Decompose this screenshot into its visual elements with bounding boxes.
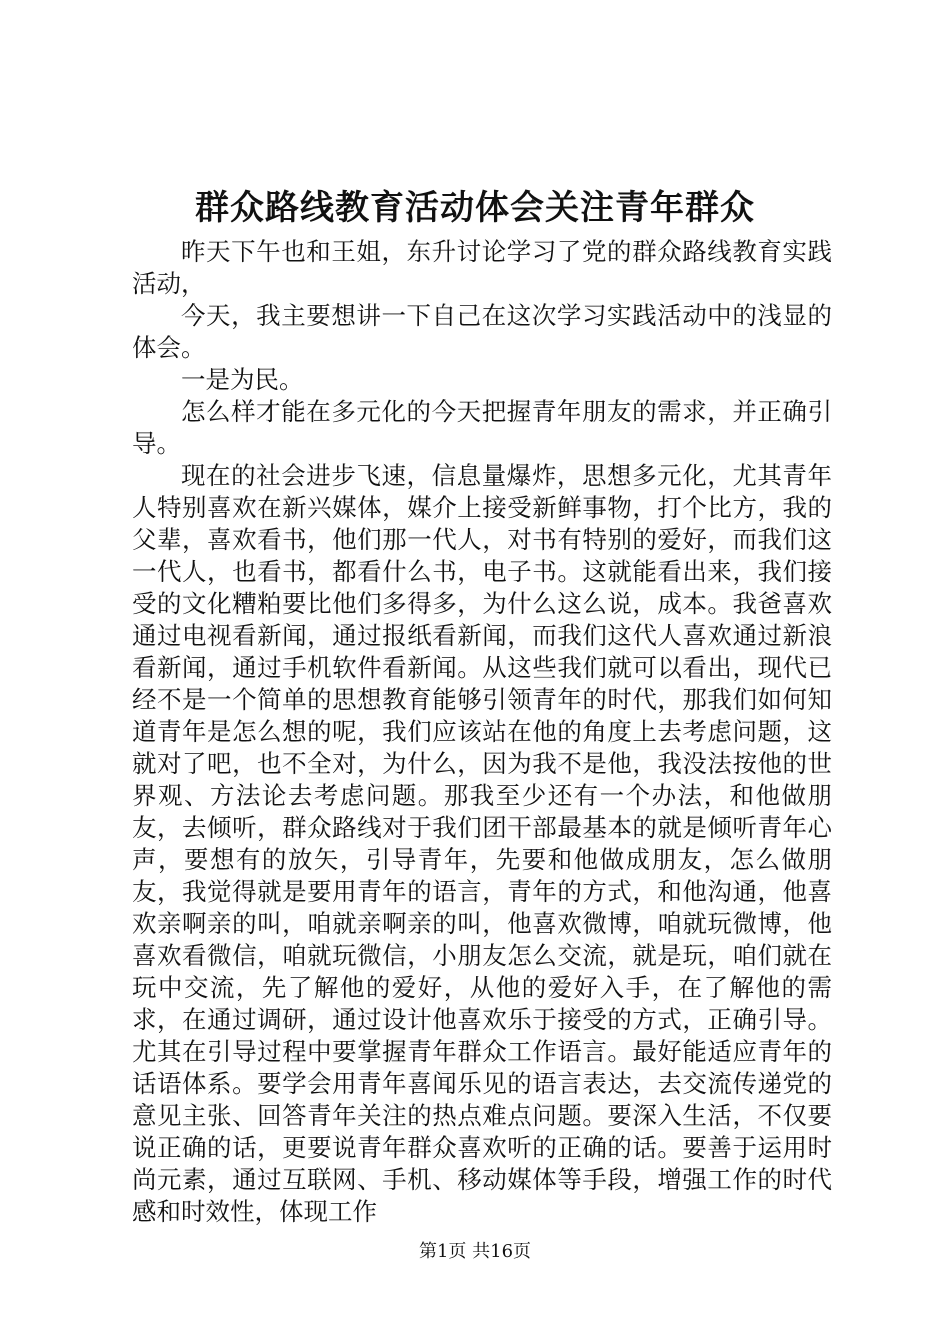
- page-number-footer: 第1页 共16页: [418, 1241, 532, 1262]
- paragraph: 怎么样才能在多元化的今天把握青年朋友的需求，并正确引导。: [132, 397, 832, 458]
- document-body: [132, 236, 832, 1228]
- paragraph: 昨天下午也和王姐，东升讨论学习了党的群众路线教育实践活动，: [132, 237, 832, 298]
- paragraph: 现在的社会进步飞速，信息量爆炸，思想多元化，尤其青年人特别喜欢在新兴媒体，媒介上接受新鲜事物，打个比方，我的父辈，喜欢看书，他们那一代人，对书有特别的爱好，而我们这一代人，也看书，都看什么书，电子书。这就能看出来，我们接受的文化糟粕要比他们多得多，为什么这么说，成本。我爸喜欢通过电视看新闻，通过报纸看新闻，而我们这代人喜欢通过新浪看新闻，通过手机软件看新闻。从这些我们就可以看出，现代已经不是一个简单的思想教育能够引领青年的时代，那我们如何知道青年是怎么想的呢，我们应该站在他的角度上去考虑问题，这就对了吧，也不全对，为什么，因为我不是他，我没法按他的世界观、方法论去考虑问题。那我至少还有一个办法，和他做朋友，去倾听，群众路线对于我们团干部最基本的就是倾听青年心声，要想有的放矢，引导青年，先要和他做成朋友，怎么做朋友，我觉得就是要用青年的语言，青年的方式，和他沟通，他喜欢亲啊亲的叫，咱就亲啊亲的叫，他喜欢微博，咱就玩微博，他喜欢看微信，咱就玩微信，小朋友怎么交流，就是玩，咱们就在玩中交流，先了解他的爱好，从他的爱好入手，在了解他的需求，在通过调研，通过设计他喜欢乐于接受的方式，正确引导。尤其在引导过程中要掌握青年群众工作语言。最好能适应青年的话语体系。要学会用青年喜闻乐见的语言表达，去交流传递党的意见主张、回答青年关注的热点难点问题。要深入生活，不仅要说正确的话，更要说青年群众喜欢听的正确的话。要善于运用时尚元素，通过互联网、手机、移动媒体等手段，增强工作的时代感和时效性，体现工作: [132, 461, 832, 1226]
- paragraph: 一是为民。: [181, 365, 304, 394]
- document-title: 群众路线教育活动体会关注青年群众: [195, 188, 755, 228]
- paragraph: 今天，我主要想讲一下自己在这次学习实践活动中的浅显的体会。: [132, 301, 832, 362]
